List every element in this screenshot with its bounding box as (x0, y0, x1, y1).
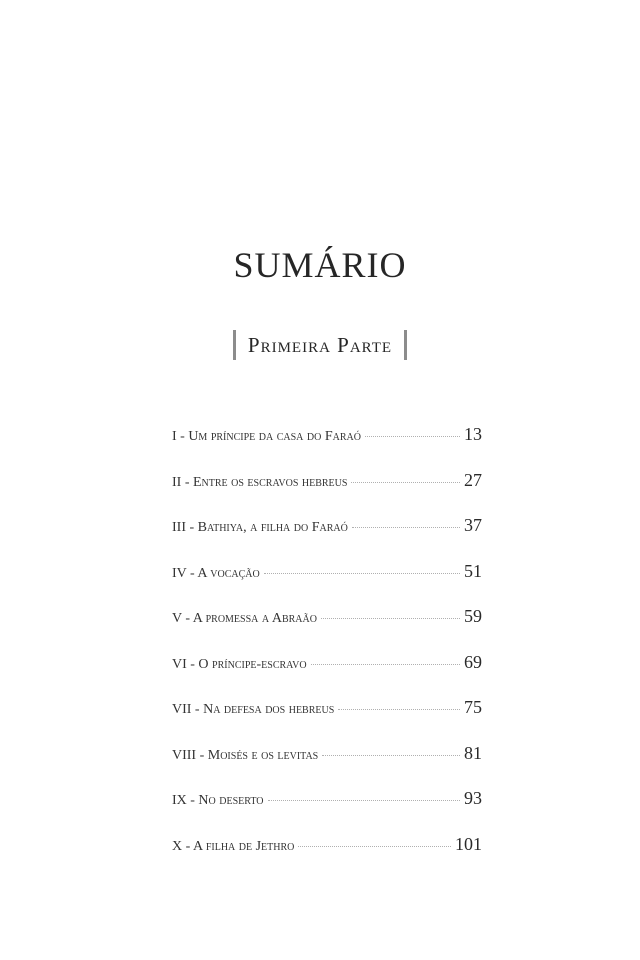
toc-entry-page: 37 (464, 515, 482, 535)
toc-entry (172, 743, 482, 789)
toc-leader-dots (268, 800, 461, 801)
toc-leader-dots (264, 573, 460, 574)
toc-entry (172, 424, 482, 470)
toc-entry-title: VIII - Moisés e os levitas (172, 747, 319, 763)
toc-leader-dots (352, 527, 460, 528)
toc-entry-title: IX - No deserto (172, 793, 264, 808)
toc-leader-dots (298, 846, 451, 847)
toc-entry-title: VI - O príncipe-escravo (172, 656, 307, 672)
toc-entry-page: 51 (464, 560, 482, 581)
toc-entry (172, 515, 482, 561)
toc-entry (172, 561, 482, 607)
toc-entry (172, 606, 482, 652)
part-right-bar (404, 330, 407, 360)
toc-entry-page: 69 (464, 651, 482, 672)
page-title: SUMÁRIO (233, 245, 407, 285)
toc-entry-title: III - Bathiya, a filha do Faraó (172, 520, 348, 535)
toc-entry (172, 788, 482, 834)
toc-entry (172, 652, 482, 698)
toc-entry-title: IV - A vocação (172, 565, 260, 581)
table-of-contents (172, 424, 482, 879)
toc-leader-dots (322, 755, 460, 756)
toc-leader-dots (321, 618, 460, 619)
toc-entry (172, 470, 482, 516)
toc-entry-title: II - Entre os escravos hebreus (172, 474, 348, 490)
toc-entry-page: 93 (464, 788, 482, 808)
toc-entry-page: 13 (464, 424, 482, 444)
toc-leader-dots (351, 482, 460, 483)
toc-entry-page: 81 (464, 742, 482, 763)
toc-entry-page: 27 (464, 469, 482, 490)
toc-entry (172, 834, 482, 880)
toc-entry-title: VII - Na defesa dos hebreus (172, 702, 335, 717)
toc-entry-page: 59 (464, 606, 482, 626)
toc-leader-dots (338, 709, 460, 710)
toc-entry-page: 75 (464, 697, 482, 717)
toc-entry-title: I - Um príncipe da casa do Faraó (172, 429, 361, 444)
toc-entry (172, 697, 482, 743)
toc-leader-dots (365, 436, 460, 437)
toc-leader-dots (311, 664, 460, 665)
part-label: Primeira Parte (247, 332, 393, 357)
part-heading (0, 330, 640, 360)
toc-entry-title: V - A promessa a Abraão (172, 611, 317, 626)
toc-entry-page: 101 (455, 833, 482, 854)
toc-entry-title: X - A filha de Jethro (172, 838, 295, 854)
